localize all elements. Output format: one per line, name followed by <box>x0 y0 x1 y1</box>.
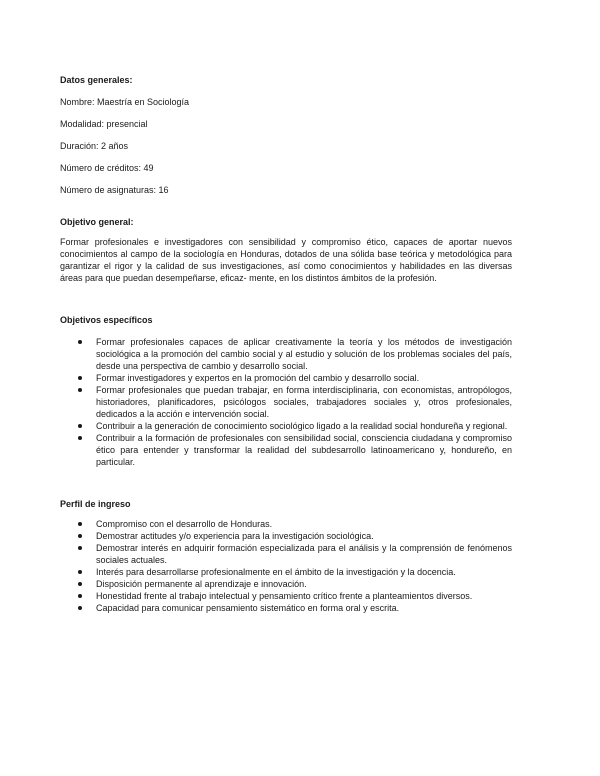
list-item <box>60 542 512 566</box>
info-asignaturas: Número de asignaturas: 16 <box>60 185 169 195</box>
bullet-icon <box>78 582 82 586</box>
info-duracion: Duración: 2 años <box>60 141 129 151</box>
objetivo-general-heading: Objetivo general: <box>60 217 134 227</box>
bullet-icon <box>78 388 82 392</box>
datos-generales-heading: Datos generales: <box>60 75 133 85</box>
list-item <box>60 602 512 614</box>
list-item-text: Compromiso con el desarrollo de Honduras. <box>96 519 273 529</box>
bullet-icon <box>78 424 82 428</box>
list-item <box>60 432 512 468</box>
list-item-text: Capacidad para comunicar pensamiento sistemático en forma oral y escrita. <box>96 603 400 613</box>
list-item-text: Formar profesionales capaces de aplicar creativamente la teoría y los métodos de investigación sociológica a la promoción del cambio social y al estudio y solución de los problemas sociales del país, desde una perspectiva de cambio y desarrollo social. <box>96 337 512 371</box>
objetivos-especificos-section <box>60 315 512 468</box>
list-item <box>60 590 512 602</box>
list-item <box>60 372 512 384</box>
list-item-text: Demostrar actitudes y/o experiencia para la investigación sociológica. <box>96 531 374 541</box>
list-item <box>60 566 512 578</box>
info-creditos: Número de créditos: 49 <box>60 163 154 173</box>
objetivos-especificos-heading: Objetivos específicos <box>60 315 153 325</box>
perfil-ingreso-list <box>60 518 512 614</box>
objetivos-especificos-list <box>60 336 512 468</box>
list-item <box>60 336 512 372</box>
list-item <box>60 578 512 590</box>
bullet-icon <box>78 376 82 380</box>
list-item-text: Demostrar interés en adquirir formación especializada para el análisis y la comprensión de fenómenos sociales actuales. <box>96 543 512 565</box>
list-item <box>60 530 512 542</box>
list-item-text: Formar profesionales que puedan trabajar, en forma interdisciplinaria, con economistas, antropólogos, historiadores, planificadores, psicólogos sociales, trabajadores sociales y, otros profesionales, dedicados a la acción e intervención social. <box>96 385 512 419</box>
bullet-icon <box>78 570 82 574</box>
objetivo-general-section <box>60 217 512 284</box>
bullet-icon <box>78 606 82 610</box>
bullet-icon <box>78 522 82 526</box>
perfil-ingreso-section <box>60 499 512 614</box>
info-modalidad: Modalidad: presencial <box>60 119 148 129</box>
list-item-text: Contribuir a la generación de conocimiento sociológico ligado a la realidad social hondureña y regional. <box>96 421 508 431</box>
bullet-icon <box>78 340 82 344</box>
objetivo-general-paragraph: Formar profesionales e investigadores con sensibilidad y compromiso ético, capaces de aportar nuevos conocimientos al campo de la sociología en Honduras, dotados de una sólida base teórica y metodológica para garantizar el rigor y la calidad de sus investigaciones, así como conocimientos y habilidades en las diversas áreas para que puedan desempeñarse, eficaz- mente, en los distintos ámbitos de la profesión. <box>60 237 512 283</box>
datos-generales-section <box>60 75 512 196</box>
list-item-text: Disposición permanente al aprendizaje e innovación. <box>96 579 307 589</box>
bullet-icon <box>78 534 82 538</box>
list-item-text: Honestidad frente al trabajo intelectual y pensamiento crítico frente a planteamientos diversos. <box>96 591 473 601</box>
list-item <box>60 384 512 420</box>
list-item-text: Contribuir a la formación de profesionales con sensibilidad social, consciencia ciudadana y compromiso ético para entender y transformar la realidad del subdesarrollo latinoamericano y, hondureño, en particular. <box>96 433 512 467</box>
info-nombre: Nombre: Maestría en Sociología <box>60 97 190 107</box>
perfil-ingreso-heading: Perfil de ingreso <box>60 499 131 509</box>
list-item-text: Interés para desarrollarse profesionalmente en el ámbito de la investigación y la docencia. <box>96 567 456 577</box>
bullet-icon <box>78 594 82 598</box>
list-item-text: Formar investigadores y expertos en la promoción del cambio y desarrollo social. <box>96 373 420 383</box>
list-item <box>60 420 512 432</box>
bullet-icon <box>78 436 82 440</box>
bullet-icon <box>78 546 82 550</box>
list-item <box>60 518 512 530</box>
